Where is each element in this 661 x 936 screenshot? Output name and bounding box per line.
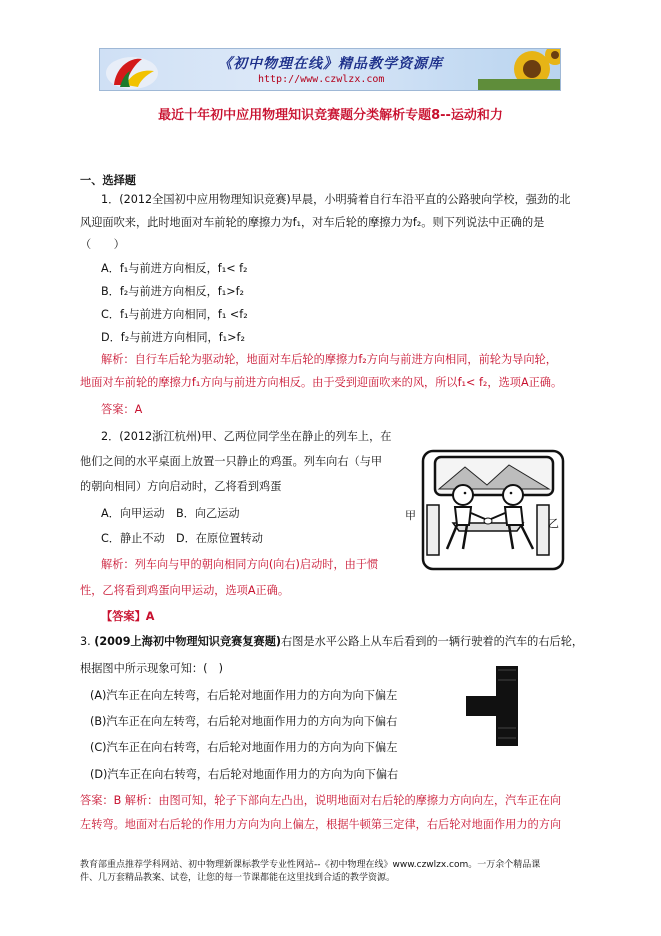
train-illustration (405, 445, 565, 575)
q2-option-d: D．在原位置转动 (176, 532, 263, 545)
header-banner (99, 48, 561, 91)
q1-option-c: C．f₁与前进方向相同，f₁ <f₂ (101, 308, 248, 321)
q3-analysis-line2: 左转弯。地面对右后轮的作用力方向为向上偏左，根据牛顿第三定律，右后轮对地面作用力的方向 (80, 818, 562, 831)
q1-analysis-line2: 地面对车前轮的摩擦力f₁方向与前进方向相反。由于受到迎面吹来的风，所以f₁< f₂，选项A正确。 (80, 376, 563, 389)
q3-analysis-line1: 答案：B 解析：由图可知，轮子下部向左凸出，说明地面对右后轮的摩擦力方向向左，汽车正在向 (80, 794, 562, 807)
q3-option-a: (A)汽车正在向左转弯，右后轮对地面作用力的方向为向下偏左 (90, 689, 398, 702)
page-footer (80, 859, 585, 884)
q1-option-b: B．f₂与前进方向相反，f₁>f₂ (101, 285, 245, 298)
label-jia: 甲 (405, 509, 416, 522)
q2-line2: 他们之间的水平桌面上放置一只静止的鸡蛋。列车向右（与甲 (80, 455, 383, 468)
footer-line1: 教育部重点推荐学科网站、初中物理新课标教学专业性网站--《初中物理在线》www.czwlzx.com。一万余个精品课 (80, 860, 541, 870)
sunflower-decoration (478, 49, 561, 91)
q2-line1: 2．(2012浙江杭州)甲、乙两位同学坐在静止的列车上，在 (101, 430, 392, 443)
q2-option-a: A．向甲运动 (101, 507, 165, 520)
q2-line3: 的朝向相同）方向启动时，乙将看到鸡蛋 (80, 480, 282, 493)
label-yi: 乙 (548, 517, 559, 530)
q1-line2: 风迎面吹来，此时地面对车前轮的摩擦力为f₁，对车后轮的摩擦力为f₂。则下列说法中正确的是 (80, 216, 545, 229)
q3-line1 (80, 635, 583, 649)
q3-option-b: (B)汽车正在向左转弯，右后轮对地面作用力的方向为向下偏右 (90, 715, 398, 728)
q1-line1: 1．(2012全国初中应用物理知识竞赛)早晨，小明骑着自行车沿平直的公路驶向学校，强劲的北 (101, 193, 571, 206)
q3-line1-rest: 右图是水平公路上从车后看到的一辆行驶着的汽车的右后轮， (281, 635, 584, 648)
banner-title: 《初中物理在线》精品教学资源库 (218, 56, 443, 72)
footer-line2: 件、几万套精品教案、试卷，让您的每一节课都能在这里找到合适的教学资源。 (80, 872, 396, 883)
tire-drawing (462, 666, 524, 746)
q2-answer: 【答案】A (101, 610, 155, 623)
q1-option-a: A．f₁与前进方向相反，f₁< f₂ (101, 262, 248, 275)
section-heading: 一、选择题 (80, 174, 136, 187)
q1-answer: 答案：A (101, 403, 143, 416)
q3-line2: 根据图中所示现象可知：( ) (80, 662, 223, 675)
q2-analysis-line2: 性，乙将看到鸡蛋向甲运动，选项A正确。 (80, 584, 290, 597)
document-title: 最近十年初中应用物理知识竞赛题分类解析专题8--运动和力 (158, 108, 503, 123)
train-cabin-drawing (405, 445, 565, 575)
q3-option-d: (D)汽车正在向右转弯，右后轮对地面作用力的方向为向下偏右 (90, 768, 399, 781)
q2-analysis-line1: 解析：列车向与甲的朝向相同方向(向右)启动时，由于惯 (101, 558, 379, 571)
q3-number: 3. (80, 635, 95, 648)
q3-option-c: (C)汽车正在向右转弯，右后轮对地面作用力的方向为向下偏左 (90, 741, 398, 754)
q2-option-b: B．向乙运动 (176, 507, 240, 520)
q1-analysis-line1: 解析：自行车后轮为驱动轮，地面对车后轮的摩擦力f₂方向与前进方向相同，前轮为导向轮， (101, 353, 557, 366)
q1-option-d: D．f₂与前进方向相同，f₁>f₂ (101, 331, 245, 344)
q1-line3: （ ） (80, 238, 125, 251)
tire-illustration (462, 666, 524, 746)
banner-url[interactable]: http://www.czwlzx.com (258, 74, 385, 85)
q2-option-c: C．静止不动 (101, 532, 165, 545)
q3-source: (2009上海初中物理知识竞赛复赛题) (94, 635, 282, 648)
